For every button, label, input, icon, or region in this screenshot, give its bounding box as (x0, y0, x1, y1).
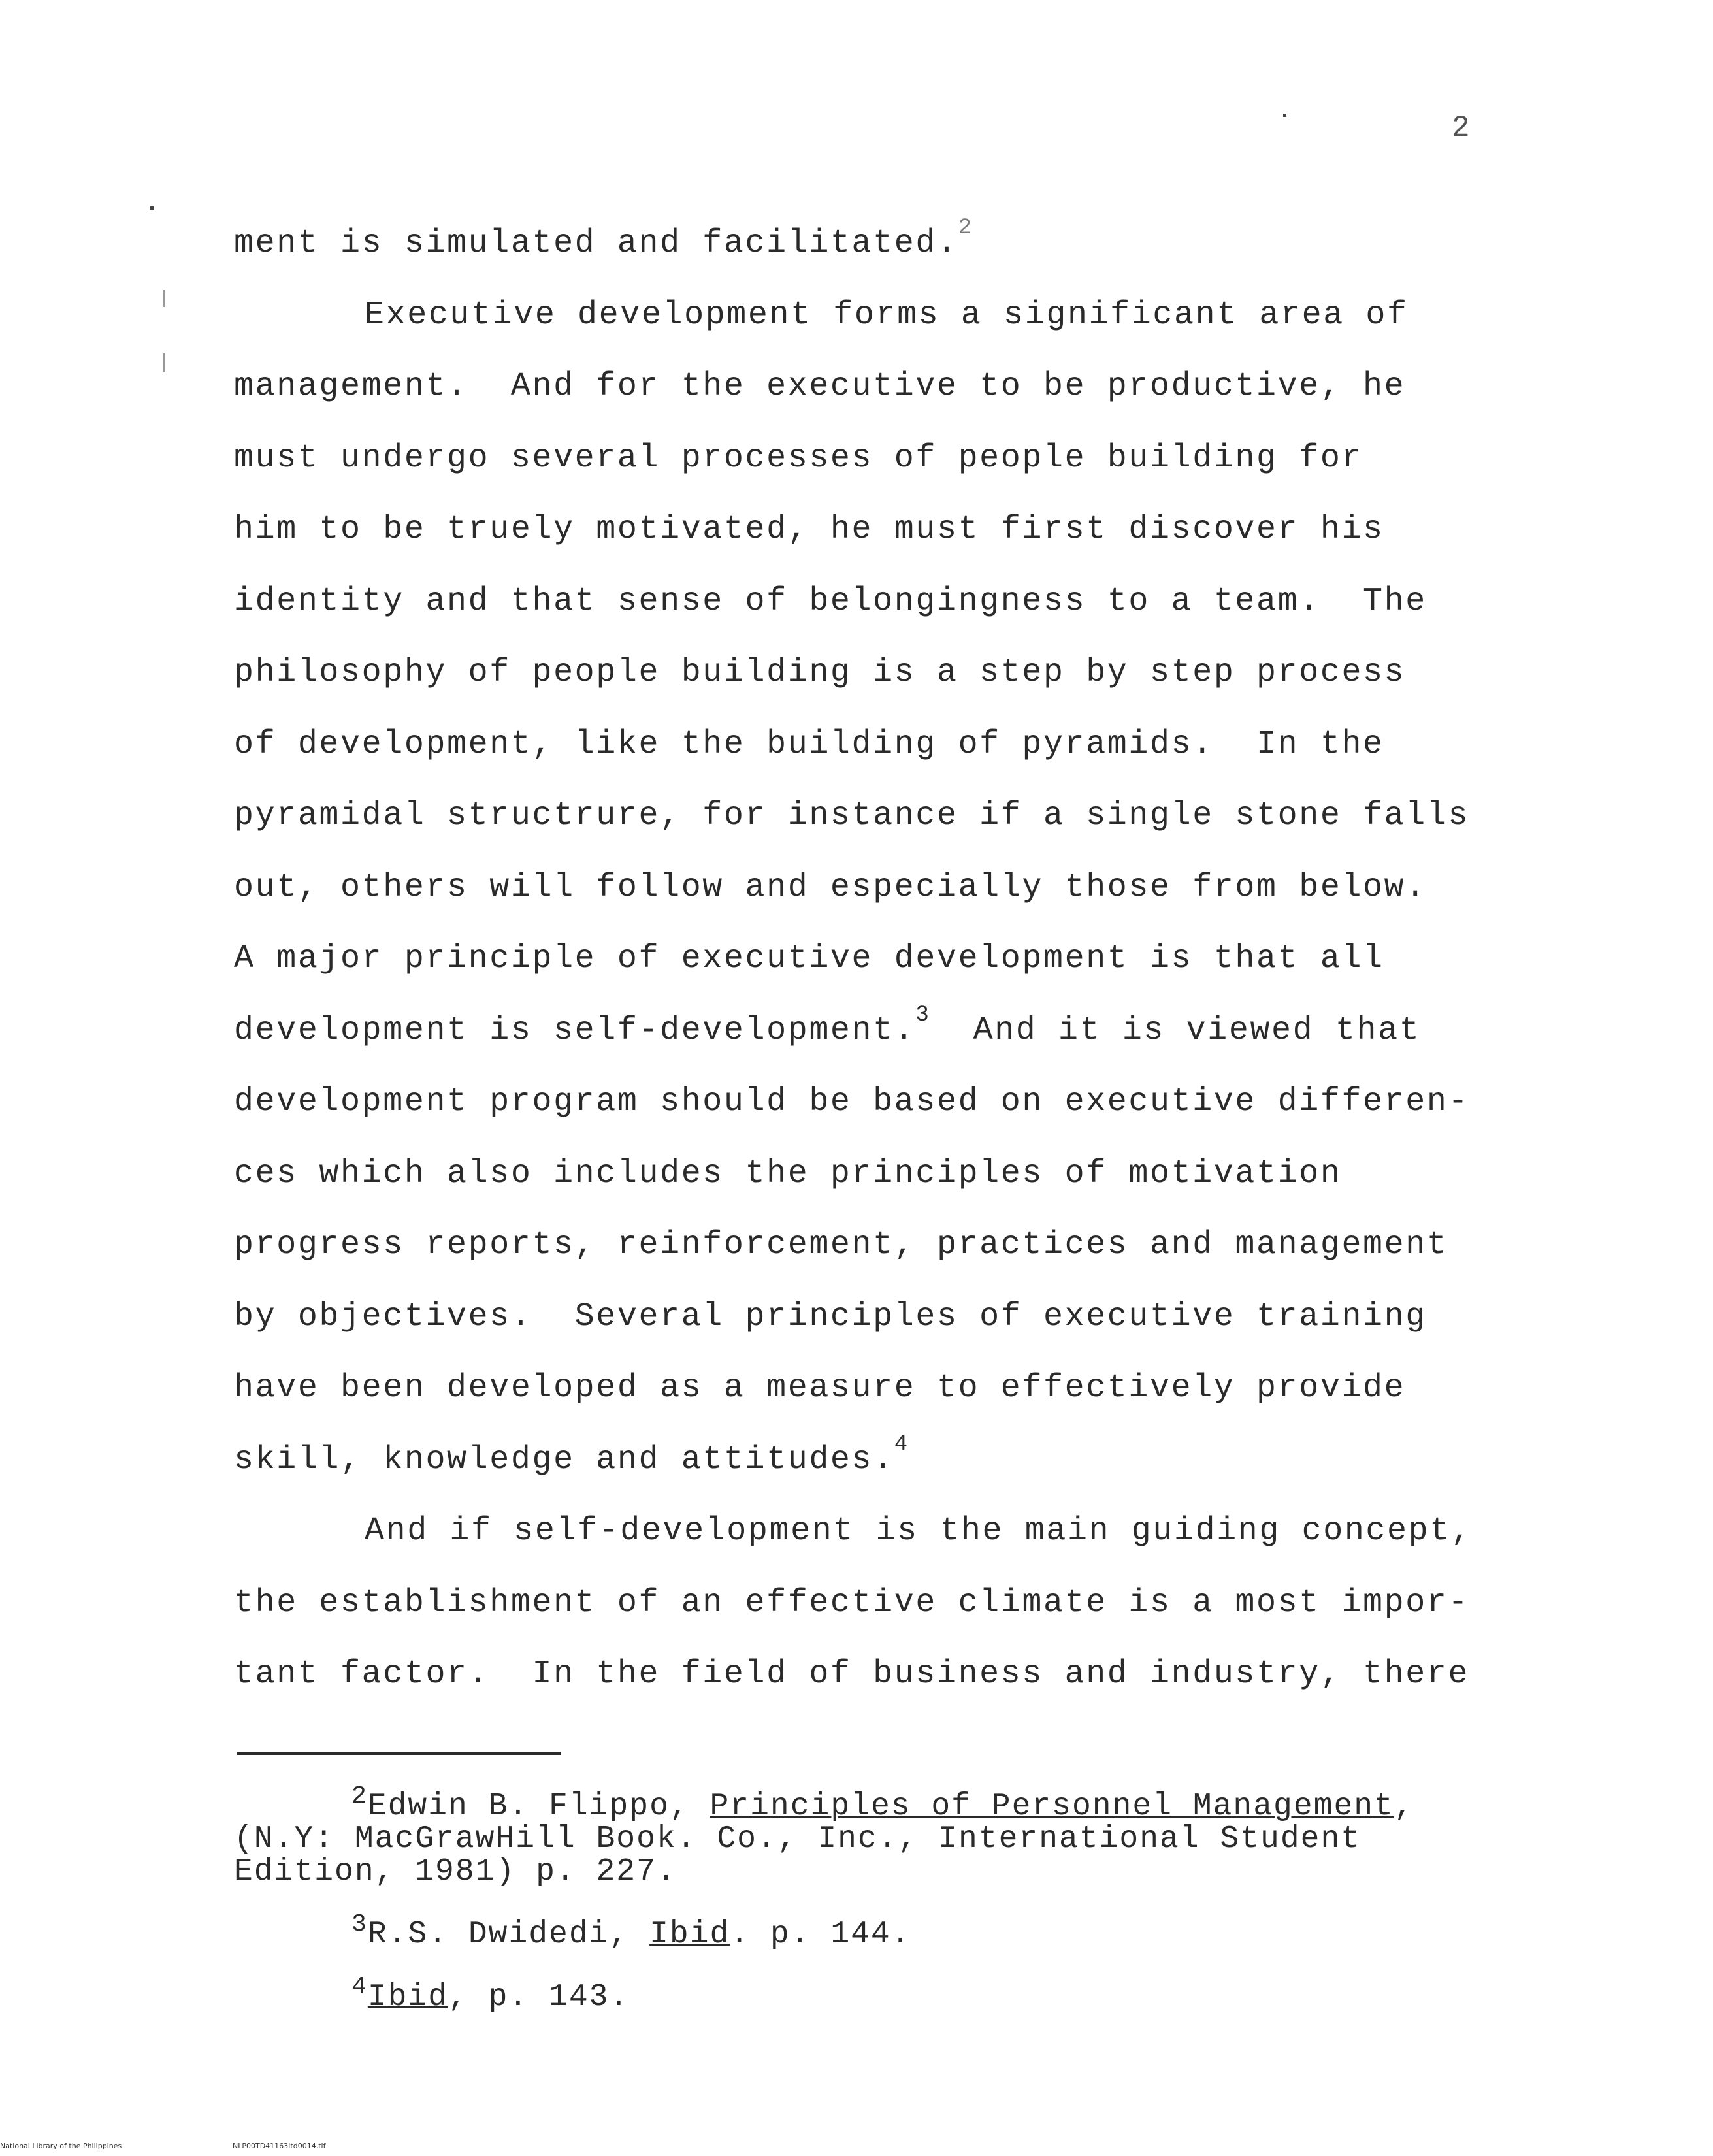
footnote-ref: 2 (958, 216, 973, 240)
text-line: A major principle of executive development is that all (234, 940, 1384, 977)
text-line: Executive development forms a significant area of (365, 296, 1409, 334)
text-line: philosophy of people building is a step by step process (234, 654, 1406, 691)
text-line: tant factor. In the field of business and industry, there (234, 1656, 1470, 1693)
text-line: must undergo several processes of people building for (234, 439, 1363, 477)
footer-library: National Library of the Philippines (0, 2142, 122, 2150)
stray-dot (150, 206, 154, 210)
text-line: out, others will follow and especially those from below. (234, 868, 1427, 906)
text-line: development program should be based on executive differen- (234, 1083, 1470, 1120)
text-line: identity and that sense of belongingness to a team. The (234, 582, 1427, 620)
text-line: of development, like the building of pyramids. In the (234, 725, 1384, 763)
text-line: him to be truely motivated, he must first discover his (234, 511, 1384, 548)
stray-dot (1283, 114, 1286, 117)
footnote-number: 4 (351, 1973, 368, 2001)
body-text (234, 208, 1488, 1710)
margin-tick (163, 353, 165, 372)
text-line: progress reports, reinforcement, practices and management (234, 1226, 1448, 1264)
text-line: management. And for the executive to be productive, he (234, 368, 1406, 405)
citation-title: Ibid (367, 1980, 449, 2015)
footnote-ref: 4 (894, 1431, 909, 1457)
text-line: ces which also includes the principles of motivation (234, 1154, 1342, 1192)
text-line: by objectives. Several principles of executive training (234, 1298, 1427, 1335)
footnote: $^4$Ibid, p. 143. (351, 1973, 630, 2015)
footnote-line: Edition, 1981) p. 227. (234, 1854, 677, 1889)
footnote-ref: 3 (915, 1002, 931, 1028)
text-line: And if self-development is the main guiding concept, (365, 1512, 1473, 1550)
text-line: skill, knowledge and attitudes.$^4$ (234, 1431, 909, 1478)
footnote: $^3$R.S. Dwidedi, Ibid. p. 144. (351, 1910, 911, 1952)
page-number: 2 (1452, 111, 1470, 145)
footnote-number: 2 (351, 1782, 368, 1810)
margin-tick (163, 290, 165, 307)
text-line: the establishment of an effective climate is a most impor- (234, 1584, 1470, 1622)
text-line: ment is simulated and facilitated.$^2$ (234, 216, 973, 262)
citation-title: Principles of Personnel Management (710, 1789, 1394, 1824)
footnotes (234, 1782, 1514, 2044)
text-line: have been developed as a measure to effectively provide (234, 1369, 1406, 1407)
citation-title: Ibid (649, 1917, 730, 1952)
footnote-line: (N.Y: MacGrawHill Book. Co., Inc., International Student (234, 1821, 1362, 1857)
footnote-number: 3 (351, 1910, 368, 1938)
footnote-separator (237, 1752, 561, 1755)
footnote: $^2$Edwin B. Flippo, Principles of Personnel Management, (N.Y: MacGrawHill Book. Co., Inc., International Student Edition, 1981) p. 227. (234, 1790, 1514, 1888)
footer-filename: NLP00TD41163Itd0014.tif (233, 2142, 326, 2150)
text-line: pyramidal structrure, for instance if a single stone falls (234, 797, 1470, 834)
text-line: development is self-development.$^3$ And it is viewed that (234, 1002, 1421, 1049)
